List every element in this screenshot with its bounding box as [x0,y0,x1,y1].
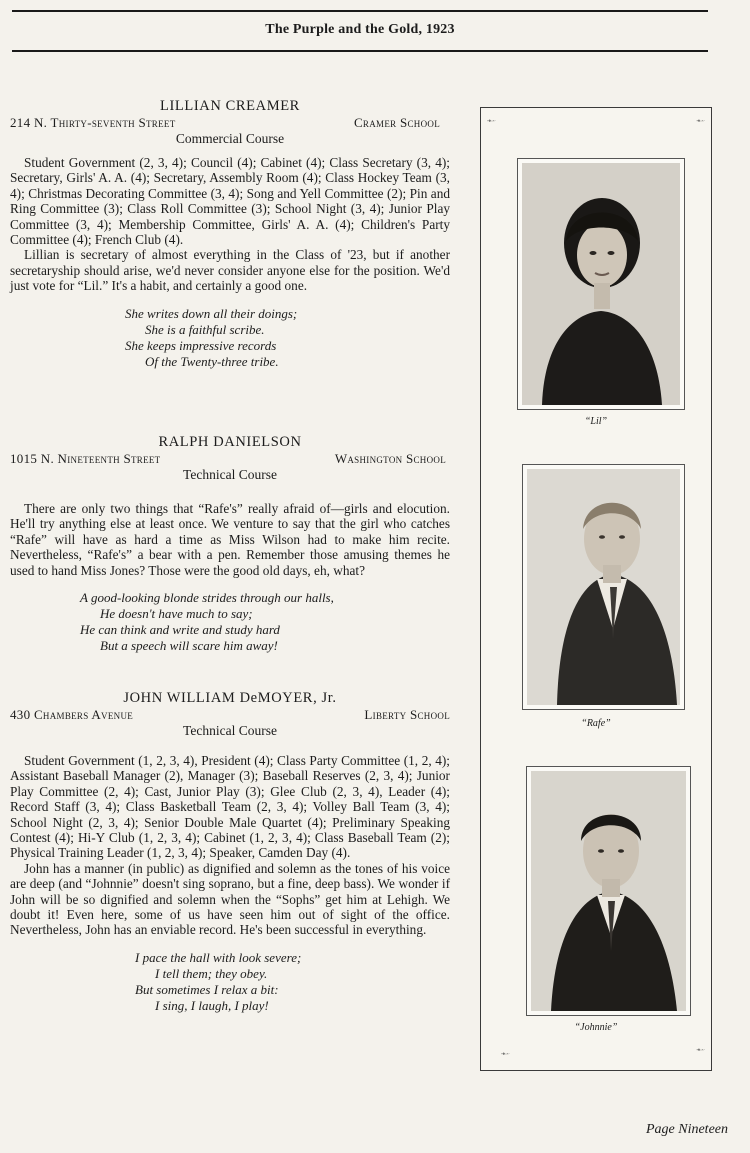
student-school: Liberty School [364,707,450,722]
corner-ornament-icon: 🙮 [501,1048,510,1060]
poem-line: Of the Twenty-three tribe. [145,353,279,369]
student-address: 1015 N. Nineteenth Street [10,451,161,466]
address-row [10,115,450,131]
student-address: 430 Chambers Avenue [10,707,134,722]
poem [10,590,450,654]
address-row [10,451,450,467]
entry-ralph-danielson [10,434,450,654]
description-text: Lillian is secretary of almost everything in the Class of '23, but if another secretaryship should arise, we'd never consider anyone else for the position. We'd just vote for “Lil.” It's a habit, and certainly a good one. [10,247,450,294]
top-rule [12,10,708,12]
poem-line: I tell them; they obey. [155,965,268,981]
photo-caption: “Lil” [584,416,608,427]
activities-text: Student Government (1, 2, 3, 4), President (4); Class Party Committee (1, 2, 4); Assistant Baseball Manager (2), Manager (3); Baseball Reserves (2, 3, 4); Junior Play Committee (2, 4); Cast, Junior Play (3); Glee Club (2, 3, 4), Leader (4); Record Staff (3, 4); Class Basketball Team (2, 3, 4); Volley Ball Team (3, 4); School Night (2, 3, 4); Senior Double Male Quartet (4); Preliminary Speaking Contest (4); Hi-Y Club (1, 2, 3, 4); Cabinet (1, 2, 3, 4); Class Baseball Team (2); Physical Training Leader (1, 2, 3, 4); Speaker, Camden Day (4). [10,753,450,861]
activities-text: Student Government (2, 3, 4); Council (4); Cabinet (4); Class Secretary (3, 4); Secretary, Girls' A. A. (4); Secretary, Assembly Room (4); Class Hockey Team (3, 4); Christmas Decorating Committee (3, 4); Song and Yell Committee (2); Pin and Ring Committee (3); Class Roll Committee (3); School Night (3, 4); Junior Play Committee (3, 4); Membership Committee, Girls' A. A. (4); Children's Party Committee (4); French Club (4). [10,155,450,248]
poem-line: She writes down all their doings; [125,305,298,321]
portrait-image [522,163,680,405]
student-course: Technical Course [183,723,277,738]
photo-caption: “Johnnie” [574,1022,618,1033]
corner-ornament-icon: 🙮 [487,115,496,127]
portrait-image [527,469,680,705]
poem [10,306,450,370]
description-text: There are only two things that “Rafe's” really afraid of—girls and elocution. He'll try anything else at least once. We venture to say that the girl who catches “Rafe” will have as hard a time as Miss Wilson had to make him recite. Nevertheless, “Rafe's” a bear with a pen. Remember those amusing themes he used to hand Miss Jones? Those were the good old days, eh, what? [10,501,450,578]
portrait-image [531,771,686,1011]
entry-lillian-creamer [10,98,450,370]
portrait-photo [522,464,685,710]
poem-line: But a speech will scare him away! [100,638,278,654]
photo-column [480,107,712,1071]
description-text: John has a manner (in public) as dignified and solemn as the tones of his voice are deep (and “Johnnie” doesn't sing soprano, but a fine, deep bass). We wonder if John will be so dignified and solemn when the “Sophs” get him at Lehigh. We doubt it! Even here, some of us have seen him out of sight of the office. Nevertheless, John has an enviable record. He's been successful in everything. [10,860,450,938]
page-number: Page Nineteen [645,1122,728,1137]
portrait-lillian-icon [522,163,680,405]
corner-ornament-icon: 🙮 [696,1044,705,1056]
portrait-john-icon [531,771,686,1011]
student-school: Cramer School [353,115,440,130]
entry-john-demoyer [10,690,450,1014]
portrait-ralph-icon [527,469,680,705]
poem [10,950,450,1014]
portrait-photo [526,766,691,1016]
corner-ornament-icon: 🙮 [696,115,705,127]
poem-line: A good-looking blonde strides through our halls, [80,590,334,606]
student-course: Commercial Course [175,131,285,146]
student-course: Technical Course [183,467,277,482]
student-name: JOHN WILLIAM DeMOYER, Jr. [123,690,337,706]
student-name: RALPH DANIELSON [158,434,302,450]
poem-line: I pace the hall with look severe; [135,949,302,965]
portrait-photo [517,158,685,410]
poem-line: She keeps impressive records [125,337,277,353]
header-title: The Purple and the Gold, 1923 [265,22,455,37]
poem-line: He doesn't have much to say; [100,606,253,622]
address-row [10,707,450,723]
poem-line: She is a faithful scribe. [145,321,265,337]
header-rule [12,50,708,52]
poem-line: But sometimes I relax a bit: [135,981,279,997]
photo-caption: “Rafe” [581,718,611,729]
student-school: Washington School [334,451,446,466]
poem-line: I sing, I laugh, I play! [155,997,269,1013]
poem-line: He can think and write and study hard [80,622,280,638]
student-address: 214 N. Thirty-seventh Street [10,115,176,130]
student-name: LILLIAN CREAMER [160,98,300,114]
